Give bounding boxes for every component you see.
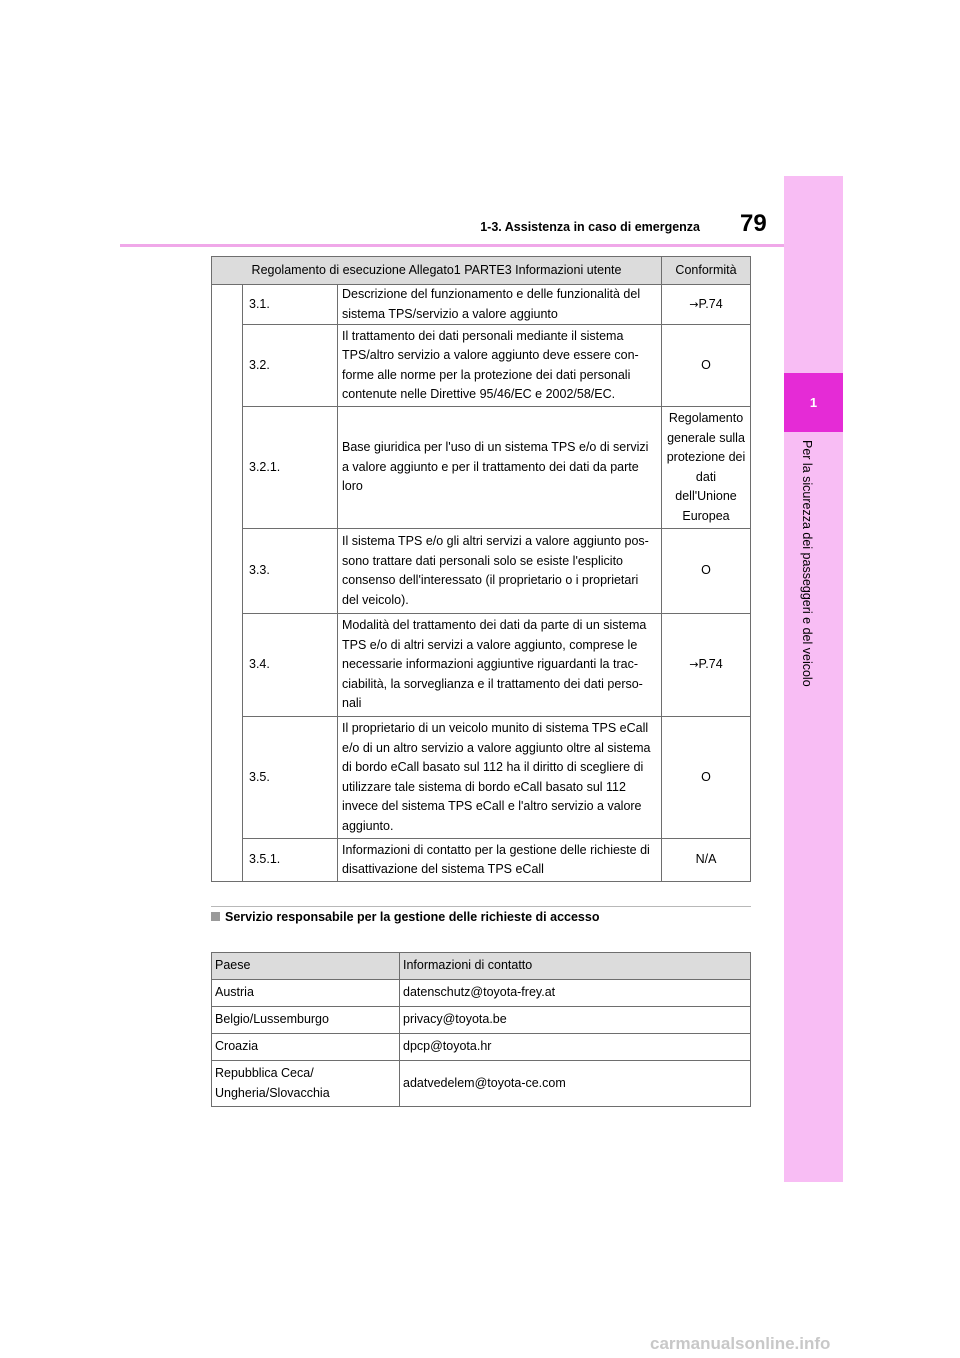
conformity-value: N/A: [695, 852, 717, 867]
row-description-cell: Base giuridica per l'uso di un sistema TPS e/o di servizi a valore aggiunto e per il trattamento dei dati da parte loro: [338, 407, 662, 529]
country-cell: Austria: [212, 980, 400, 1007]
contact-cell: adatvedelem@toyota-ce.com: [400, 1061, 751, 1107]
row-number-cell: 3.5.: [243, 717, 338, 839]
header-rule: [120, 244, 784, 247]
conformity-value: Regolamento generale sulla protezione dei dati dell'Unione Europea: [666, 411, 746, 523]
contact-cell: privacy@toyota.be: [400, 1007, 751, 1034]
arrow-right-icon: →: [689, 297, 699, 311]
row-number-cell: 3.3.: [243, 529, 338, 614]
table-row: [212, 839, 751, 882]
table-header-row: [212, 953, 751, 980]
row-number-cell: 3.2.: [243, 325, 338, 407]
side-tab-label: Per la sicurezza dei passeggeri e del veicolo: [800, 440, 814, 687]
row-conformity-cell: [662, 614, 751, 717]
conformity-value: P.74: [698, 657, 723, 672]
side-tab-number: 1: [784, 373, 843, 432]
row-description-cell: Il trattamento dei dati personali mediante il sistema TPS/altro servizio a valore aggiunto deve essere con-forme alle norme per la protezione dei dati personali contenute nelle Direttive 95/46/EC e 2002/58/EC.: [338, 325, 662, 407]
conformity-value: P.74: [698, 296, 723, 311]
page-number: 79: [740, 210, 767, 237]
table-row: [212, 407, 751, 529]
table-header-conformity: Conformità: [662, 257, 751, 285]
row-number-cell: 3.5.1.: [243, 839, 338, 882]
row-conformity-cell: [662, 529, 751, 614]
country-cell: Repubblica Ceca/ Ungheria/Slovacchia: [212, 1061, 400, 1107]
row-conformity-cell: [662, 407, 751, 529]
country-cell: Belgio/Lussemburgo: [212, 1007, 400, 1034]
section-title: 1-3. Assistenza in caso di emergenza: [480, 220, 700, 234]
subheading-text: Servizio responsabile per la gestione delle richieste di accesso: [225, 910, 600, 924]
country-cell: Croazia: [212, 1034, 400, 1061]
table-row: [212, 529, 751, 614]
section-divider: [211, 906, 751, 907]
row-description-cell: Il sistema TPS e/o gli altri servizi a valore aggiunto pos-sono trattare dati personali solo se esiste l'esplicito consenso dell'interessato (il proprietario o i proprietari del veicolo).: [338, 529, 662, 614]
row-description-cell: Informazioni di contatto per la gestione delle richieste di disattivazione del sistema TPS eCall: [338, 839, 662, 882]
row-conformity-cell: [662, 839, 751, 882]
row-conformity-cell: [662, 325, 751, 407]
contacts-table: [211, 952, 751, 1107]
table-row: [212, 980, 751, 1007]
table-row: [212, 285, 751, 325]
conformity-value: O: [701, 357, 711, 372]
contact-cell: datenschutz@toyota-frey.at: [400, 980, 751, 1007]
row-number-cell: 3.2.1.: [243, 407, 338, 529]
table-header-row: [212, 257, 751, 285]
conformity-value: O: [701, 769, 711, 784]
row-number-cell: 3.4.: [243, 614, 338, 717]
table-row: [212, 325, 751, 407]
watermark: carmanualsonline.info: [650, 1334, 831, 1353]
table-row: [212, 614, 751, 717]
row-number-cell: 3.1.: [243, 285, 338, 325]
table-row: [212, 1034, 751, 1061]
row-description-cell: Il proprietario di un veicolo munito di sistema TPS eCall e/o di un altro servizio a valore aggiunto oltre al sistema di bordo eCall basato sul 112 ha il diritto di scegliere di utilizzare tale sistema di bordo eCall basato sul 112 invece del sistema TPS eCall e l'altro servizio a valore aggiunto.: [338, 717, 662, 839]
subheading: [211, 910, 599, 924]
contact-cell: dpcp@toyota.hr: [400, 1034, 751, 1061]
table-row: [212, 1061, 751, 1107]
table-row: [212, 717, 751, 839]
table-row: [212, 1007, 751, 1034]
row-description-cell: Descrizione del funzionamento e delle funzionalità del sistema TPS/servizio a valore aggiunto: [338, 285, 662, 325]
table-indent-cell: [212, 285, 243, 882]
table-header-country: Paese: [212, 953, 400, 980]
row-conformity-cell: [662, 285, 751, 325]
conformity-value: O: [701, 563, 711, 578]
arrow-right-icon: →: [689, 658, 699, 672]
user-info-table: [211, 256, 751, 882]
table-header-regulation: Regolamento di esecuzione Allegato1 PARTE3 Informazioni utente: [212, 257, 662, 285]
square-bullet-icon: [211, 912, 220, 921]
row-conformity-cell: [662, 717, 751, 839]
table-header-contact: Informazioni di contatto: [400, 953, 751, 980]
row-description-cell: Modalità del trattamento dei dati da parte di un sistema TPS e/o di altri servizi a valore aggiunto, comprese le necessarie informazioni aggiuntive riguardanti la trac-ciabilità, la sorveglianza e il trattamento dei dati perso-nali: [338, 614, 662, 717]
